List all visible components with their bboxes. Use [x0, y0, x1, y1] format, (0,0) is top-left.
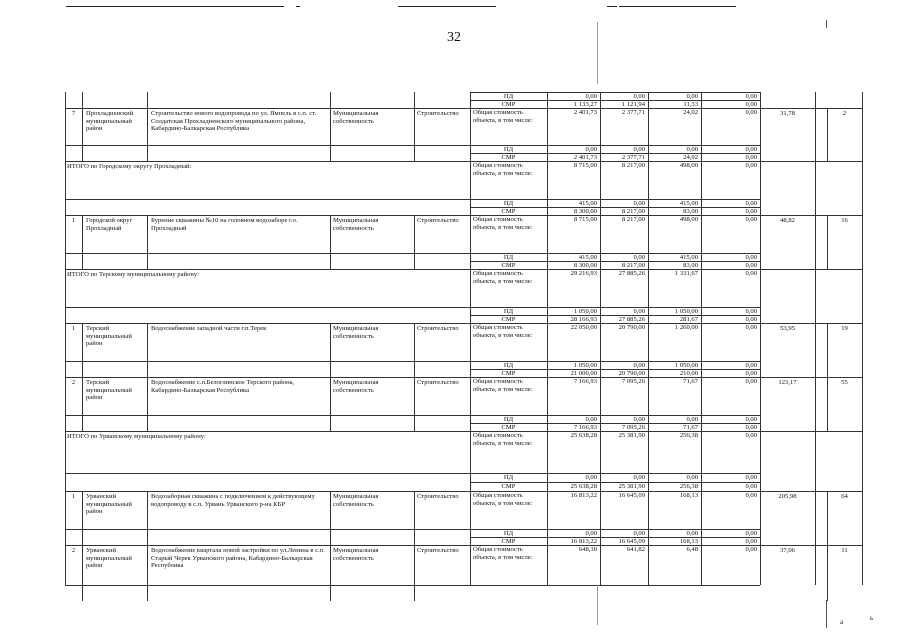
cost-value: 27 885,26 — [618, 315, 645, 323]
cost-value: 25 381,90 — [618, 482, 645, 490]
cost-value: 210,00 — [679, 369, 698, 377]
cost-value: 256,38 — [679, 482, 698, 490]
cost-value: 8 300,00 — [573, 261, 597, 269]
cost-value: 0,00 — [585, 92, 597, 100]
ownership-type: Муниципальная собственность — [333, 547, 379, 562]
work-type: Строительство — [417, 379, 459, 386]
table-grid-line — [414, 491, 415, 545]
cost-value: 1 133,27 — [573, 100, 597, 108]
sub-row-label: СМР — [501, 315, 516, 323]
row-number: 7 — [71, 110, 76, 117]
row-number: 1 — [71, 493, 76, 500]
cost-value: 21 000,00 — [570, 369, 597, 377]
cost-value: 0,00 — [745, 369, 757, 377]
cost-value: 0,00 — [745, 546, 757, 553]
indicator-count: 64 — [841, 493, 848, 500]
cost-value: 7 166,93 — [573, 423, 597, 431]
cost-value: 2 377,71 — [621, 153, 645, 161]
cost-value: 0,00 — [686, 415, 698, 423]
cost-value: 27 885,26 — [618, 270, 645, 277]
cost-description: Общая стоимость объекта, в том числе: — [473, 546, 533, 561]
cost-value: 16 813,22 — [570, 537, 597, 545]
sub-row-label: СМР — [501, 537, 516, 545]
header-rule — [296, 6, 300, 7]
sub-row-label: ПД — [503, 92, 514, 100]
total-label: ИТОГО по Терскому муниципальному району: — [67, 271, 199, 278]
cost-description: Общая стоимость объекта, в том числе: — [473, 216, 533, 231]
cost-value: 16 645,09 — [618, 537, 645, 545]
cost-value: 256,38 — [679, 432, 698, 439]
cost-description: Общая стоимость объекта, в том числе: — [473, 492, 533, 507]
cost-description: Общая стоимость объекта, в том числе: — [473, 378, 533, 393]
footer-mark: ь — [870, 614, 874, 622]
cost-value: 0,00 — [745, 482, 757, 490]
cost-value: 498,00 — [679, 216, 698, 223]
cost-value: 0,00 — [745, 207, 757, 215]
row-number: 1 — [71, 325, 76, 332]
cost-value: 8 217,00 — [621, 216, 645, 223]
table-grid-line — [827, 491, 828, 545]
cost-value: 71,67 — [683, 378, 698, 385]
table-grid-line — [414, 545, 415, 601]
cost-value: 0,00 — [633, 361, 645, 369]
table-grid-line — [82, 491, 83, 545]
ownership-type: Муниципальная собственность — [333, 217, 379, 232]
cost-value: 0,00 — [633, 529, 645, 537]
table-grid-line — [330, 491, 331, 545]
cost-value: 1 331,67 — [674, 270, 698, 277]
sub-row-label: СМР — [501, 207, 516, 215]
table-grid-line — [82, 92, 83, 108]
ownership-type: Муниципальная собственность — [333, 110, 379, 125]
table-grid-line — [147, 545, 148, 601]
cost-value: 1 050,00 — [573, 361, 597, 369]
cost-description: Общая стоимость объекта, в том числе: — [473, 432, 533, 447]
scan-artifact-line — [597, 22, 598, 84]
table-grid-line — [147, 108, 148, 161]
cost-value: 8 217,00 — [621, 162, 645, 169]
cost-value: 0,00 — [686, 529, 698, 537]
district-name: Терский муниципальный район — [86, 325, 132, 348]
work-type: Строительство — [417, 217, 459, 224]
district-name: Урванский муниципальный район — [86, 493, 132, 516]
cost-value: 6,48 — [686, 546, 698, 553]
work-type: Строительство — [417, 325, 459, 332]
row-number: 1 — [71, 217, 76, 224]
work-type: Строительство — [417, 547, 459, 554]
cost-value: 1 050,00 — [674, 307, 698, 315]
district-name: Прохладненский муниципальный район — [86, 110, 134, 133]
table-grid-line — [414, 323, 415, 377]
table-grid-line — [82, 215, 83, 269]
scan-artifact-line — [826, 20, 827, 28]
cost-value: 1 260,00 — [674, 324, 698, 331]
cost-value: 498,00 — [679, 162, 698, 169]
cost-value: 8 715,00 — [573, 162, 597, 169]
cost-value: 7 166,93 — [573, 378, 597, 385]
cost-value: 20 790,00 — [618, 324, 645, 331]
indicator-value: 205,98 — [778, 493, 797, 500]
cost-value: 0,00 — [633, 415, 645, 423]
district-name: Терский муниципальный район — [86, 379, 132, 402]
cost-value: 24,02 — [683, 109, 698, 116]
cost-value: 8 217,00 — [621, 261, 645, 269]
indicator-value: 48,82 — [780, 217, 795, 224]
scan-artifact-line — [597, 585, 598, 625]
sub-row-label: СМР — [501, 482, 516, 490]
table-grid-line — [827, 108, 828, 161]
ownership-type: Муниципальная собственность — [333, 379, 379, 394]
table-grid-line — [330, 377, 331, 431]
ownership-type: Муниципальная собственность — [333, 325, 379, 340]
table-grid-line — [82, 377, 83, 431]
cost-value: 0,00 — [686, 473, 698, 481]
sub-row-label: ПД — [503, 199, 514, 207]
header-rule — [66, 6, 284, 7]
row-number: 2 — [71, 547, 76, 554]
cost-value: 0,00 — [745, 432, 757, 439]
cost-value: 415,00 — [578, 199, 597, 207]
cost-value: 29 216,93 — [570, 270, 597, 277]
cost-value: 0,00 — [745, 378, 757, 385]
table-grid-line — [470, 92, 471, 585]
cost-value: 415,00 — [578, 253, 597, 261]
cost-value: 0,00 — [745, 270, 757, 277]
project-name: Бурение скважины №10 на головном водозаборе г.о. Прохладный — [151, 217, 298, 232]
cost-value: 0,00 — [745, 162, 757, 169]
cost-value: 11,33 — [683, 100, 698, 108]
cost-value: 83,00 — [683, 207, 698, 215]
cost-value: 0,00 — [686, 92, 698, 100]
cost-value: 0,00 — [585, 145, 597, 153]
cost-value: 1 050,00 — [674, 361, 698, 369]
project-name: Водоснабжение западной части г.п.Терек — [151, 325, 267, 332]
sub-row-label: СМР — [501, 100, 516, 108]
cost-value: 25 638,28 — [570, 482, 597, 490]
table-grid-line — [414, 92, 415, 108]
header-rule — [607, 6, 617, 7]
cost-value: 0,00 — [633, 199, 645, 207]
total-label: ИТОГО по Городскому округу Прохладный: — [67, 163, 192, 170]
table-grid-line — [82, 108, 83, 161]
table-grid-line — [827, 323, 828, 377]
row-number: 2 — [71, 379, 76, 386]
sub-row-label: ПД — [503, 473, 514, 481]
table-grid-line — [82, 545, 83, 601]
project-name: Строительство нового водопровода по ул. Ямпель в с.п. ст. Солдатская Прохладненского муниципального района, Кабардино-Балкарская Республика — [151, 110, 317, 133]
cost-value: 25 638,28 — [570, 432, 597, 439]
indicator-count: 2 — [842, 110, 847, 117]
indicator-value: 53,95 — [780, 325, 795, 332]
table-grid-line — [330, 108, 331, 161]
cost-value: 8 217,00 — [621, 207, 645, 215]
table-grid-line — [862, 92, 863, 585]
sub-row-label: ПД — [503, 145, 514, 153]
cost-value: 0,00 — [585, 473, 597, 481]
table-grid-line — [330, 215, 331, 269]
table-grid-line — [147, 491, 148, 545]
page-number: 32 — [447, 30, 461, 45]
cost-value: 2 377,71 — [621, 109, 645, 116]
cost-value: 7 095,26 — [621, 423, 645, 431]
table-grid-line — [414, 377, 415, 431]
cost-value: 8 715,00 — [573, 216, 597, 223]
cost-value: 0,00 — [745, 109, 757, 116]
cost-value: 0,00 — [745, 473, 757, 481]
sub-row-label: ПД — [503, 253, 514, 261]
cost-value: 2 401,73 — [573, 153, 597, 161]
cost-value: 0,00 — [745, 492, 757, 499]
cost-value: 168,13 — [679, 492, 698, 499]
cost-value: 0,00 — [745, 537, 757, 545]
sub-row-label: ПД — [503, 529, 514, 537]
cost-value: 0,00 — [585, 415, 597, 423]
cost-value: 83,00 — [683, 261, 698, 269]
project-name: Водоснабжение с.п.Белоглинское Терского района, Кабардино-Балкарская Республика — [151, 379, 295, 394]
cost-value: 0,00 — [745, 324, 757, 331]
cost-value: 0,00 — [633, 473, 645, 481]
indicator-count: 16 — [841, 217, 848, 224]
indicator-value: 31,78 — [780, 110, 795, 117]
scan-artifact-line — [826, 600, 827, 628]
cost-value: 0,00 — [745, 199, 757, 207]
header-rule — [619, 6, 736, 7]
sub-row-label: ПД — [503, 361, 514, 369]
cost-value: 0,00 — [745, 307, 757, 315]
cost-description: Общая стоимость объекта, в том числе: — [473, 324, 533, 339]
indicator-count: 19 — [841, 325, 848, 332]
footer-mark: a — [840, 618, 844, 626]
cost-value: 0,00 — [745, 253, 757, 261]
cost-value: 0,00 — [745, 216, 757, 223]
cost-value: 0,00 — [745, 361, 757, 369]
table-grid-line — [330, 323, 331, 377]
cost-value: 16 645,09 — [618, 492, 645, 499]
table-grid-line — [82, 323, 83, 377]
sub-row-label: СМР — [501, 369, 516, 377]
header-rule — [398, 6, 496, 7]
cost-value: 1 050,00 — [573, 307, 597, 315]
cost-value: 0,00 — [633, 307, 645, 315]
project-name: Водозаборная скважина с подключением к действующему водопроводу в с.п. Урвань Урванского р-на КБР — [151, 493, 315, 508]
table-grid-line — [147, 215, 148, 269]
table-grid-line — [330, 92, 331, 108]
table-grid-line — [147, 92, 148, 108]
indicator-count: 11 — [841, 547, 848, 554]
cost-value: 7 095,26 — [621, 378, 645, 385]
cost-value: 2 401,73 — [573, 109, 597, 116]
table-grid-line — [330, 545, 331, 601]
sub-row-label: СМР — [501, 261, 516, 269]
work-type: Строительство — [417, 110, 459, 117]
cost-value: 281,67 — [679, 315, 698, 323]
cost-value: 22 050,00 — [570, 324, 597, 331]
table-grid-line — [65, 92, 66, 585]
sub-row-label: ПД — [503, 307, 514, 315]
cost-description: Общая стоимость объекта, в том числе: — [473, 109, 533, 124]
cost-value: 0,00 — [745, 153, 757, 161]
cost-value: 0,00 — [633, 145, 645, 153]
indicator-count: 55 — [841, 379, 848, 386]
table-row-line — [65, 585, 760, 586]
table-grid-line — [760, 92, 761, 585]
district-name: Урванский муниципальный район — [86, 547, 132, 570]
cost-value: 8 300,00 — [573, 207, 597, 215]
table-grid-line — [815, 92, 816, 585]
cost-value: 0,00 — [686, 145, 698, 153]
cost-value: 0,00 — [745, 145, 757, 153]
district-name: Городской округ Прохладный — [86, 217, 133, 232]
cost-value: 0,00 — [745, 92, 757, 100]
cost-value: 16 813,22 — [570, 492, 597, 499]
cost-value: 641,82 — [626, 546, 645, 553]
cost-value: 24,02 — [683, 153, 698, 161]
cost-value: 20 790,00 — [618, 369, 645, 377]
cost-description: Общая стоимость объекта, в том числе: — [473, 270, 533, 285]
cost-value: 0,00 — [745, 315, 757, 323]
cost-value: 0,00 — [585, 529, 597, 537]
cost-value: 0,00 — [745, 423, 757, 431]
ownership-type: Муниципальная собственность — [333, 493, 379, 508]
cost-value: 0,00 — [745, 529, 757, 537]
cost-value: 71,67 — [683, 423, 698, 431]
table-grid-line — [414, 108, 415, 161]
cost-value: 415,00 — [679, 253, 698, 261]
sub-row-label: СМР — [501, 153, 516, 161]
cost-value: 0,00 — [745, 415, 757, 423]
cost-value: 1 121,94 — [621, 100, 645, 108]
indicator-value: 37,06 — [780, 547, 795, 554]
cost-value: 0,00 — [633, 253, 645, 261]
cost-value: 415,00 — [679, 199, 698, 207]
total-label: ИТОГО по Урванскому муниципальному району: — [67, 433, 206, 440]
indicator-value: 123,17 — [778, 379, 797, 386]
work-type: Строительство — [417, 493, 459, 500]
sub-row-label: СМР — [501, 423, 516, 431]
project-name: Водоснабжение квартала новой застройки по ул.Ленина в с.п. Старый Черек Урванского района, Кабардино-Балкарская Республика — [151, 547, 325, 570]
cost-value: 648,30 — [578, 546, 597, 553]
cost-value: 28 166,93 — [570, 315, 597, 323]
cost-value: 0,00 — [633, 92, 645, 100]
cost-description: Общая стоимость объекта, в том числе: — [473, 162, 533, 177]
table-grid-line — [147, 377, 148, 431]
sub-row-label: ПД — [503, 415, 514, 423]
cost-value: 168,13 — [679, 537, 698, 545]
table-grid-line — [827, 545, 828, 601]
cost-value: 0,00 — [745, 261, 757, 269]
cost-value: 25 381,90 — [618, 432, 645, 439]
table-grid-line — [414, 215, 415, 269]
table-grid-line — [827, 377, 828, 431]
table-grid-line — [827, 215, 828, 269]
table-grid-line — [147, 323, 148, 377]
cost-value: 0,00 — [745, 100, 757, 108]
